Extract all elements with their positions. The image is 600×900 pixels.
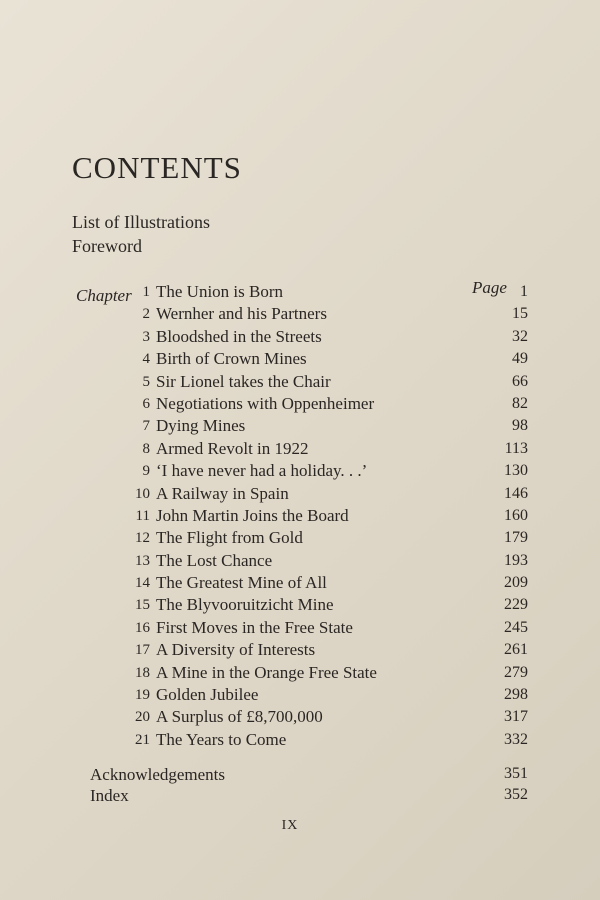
chapter-title: Sir Lionel takes the Chair xyxy=(156,371,331,391)
index-page-number: 352 xyxy=(504,786,528,803)
chapter-title: A Diversity of Interests xyxy=(156,640,316,660)
chapter-title: The Blyvooruitzicht Mine xyxy=(156,595,334,615)
chapter-row xyxy=(0,303,600,325)
chapter-title: A Mine in the Orange Free State xyxy=(156,662,377,682)
chapter-title: The Lost Chance xyxy=(156,550,273,570)
chapter-title: The Years to Come xyxy=(156,729,287,749)
chapter-row xyxy=(0,594,600,616)
chapter-number: 7 xyxy=(142,418,150,435)
chapter-title: The Greatest Mine of All xyxy=(156,573,327,593)
chapter-title: Birth of Crown Mines xyxy=(156,349,307,369)
page-label: Page xyxy=(472,278,507,297)
chapter-page-number: 193 xyxy=(504,551,528,569)
chapter-title: Bloodshed in the Streets xyxy=(156,326,322,346)
chapter-page-number: 209 xyxy=(504,574,528,592)
chapter-title: Armed Revolt in 1922 xyxy=(156,438,309,458)
chapter-number: 14 xyxy=(135,575,150,592)
chapter-row xyxy=(0,706,600,728)
chapter-title: John Martin Joins the Board xyxy=(156,505,349,525)
chapter-title: Wernher and his Partners xyxy=(156,304,327,324)
chapter-number: 11 xyxy=(135,507,150,524)
chapter-number: 20 xyxy=(135,709,150,726)
chapter-number: 16 xyxy=(135,619,150,636)
page-folio: IX xyxy=(281,818,299,833)
chapter-number: 6 xyxy=(142,395,150,412)
chapter-page-number: 15 xyxy=(512,305,528,323)
chapter-number: 19 xyxy=(135,687,150,704)
chapter-title: A Railway in Spain xyxy=(156,483,289,503)
chapter-row xyxy=(0,371,600,393)
chapter-row xyxy=(0,483,600,505)
chapter-page-number: 261 xyxy=(504,641,528,659)
chapter-row xyxy=(0,415,600,437)
acknowledgements-page-number: 351 xyxy=(504,765,528,782)
chapter-number: 15 xyxy=(135,597,150,614)
chapter-number: 21 xyxy=(135,731,150,748)
chapter-page-number: 32 xyxy=(512,327,528,345)
chapter-title: Golden Jubilee xyxy=(156,685,259,705)
chapter-page-number: 317 xyxy=(504,708,528,726)
chapter-number: 3 xyxy=(142,328,150,345)
chapter-page-number: 332 xyxy=(504,730,528,748)
page-title: CONTENTS xyxy=(72,150,242,185)
chapter-number: 13 xyxy=(135,552,150,569)
chapter-row xyxy=(0,438,600,460)
chapter-page-number: 298 xyxy=(504,686,528,704)
back-matter-acknowledgements: Acknowledgements xyxy=(90,765,226,784)
chapter-page-number: 130 xyxy=(504,462,528,480)
chapter-title: Dying Mines xyxy=(156,416,246,436)
chapter-number: 4 xyxy=(142,351,150,368)
chapter-page-number: 113 xyxy=(504,439,528,457)
chapter-row xyxy=(0,281,600,303)
chapter-title: A Surplus of £8,700,000 xyxy=(156,707,323,727)
chapter-page-number: 245 xyxy=(504,618,528,636)
chapter-row xyxy=(0,460,600,482)
chapter-page-number: 49 xyxy=(512,350,528,368)
chapter-list xyxy=(0,281,600,751)
chapter-title: The Flight from Gold xyxy=(156,528,303,548)
chapter-page-number: 98 xyxy=(512,417,528,435)
chapter-page-number: 179 xyxy=(504,529,528,547)
chapter-page-number: 146 xyxy=(504,484,528,502)
chapter-row xyxy=(0,684,600,706)
chapter-number: 18 xyxy=(135,664,150,681)
front-matter-list-of-illustrations: List of Illustrations xyxy=(72,212,210,232)
chapter-row xyxy=(0,326,600,348)
chapter-row xyxy=(0,505,600,527)
chapter-row xyxy=(0,662,600,684)
chapter-number: 9 xyxy=(142,463,150,480)
back-matter-index: Index xyxy=(90,786,129,805)
chapter-number: 17 xyxy=(135,642,150,659)
chapter-label: Chapter xyxy=(76,286,132,305)
chapter-number: 12 xyxy=(135,530,150,547)
chapter-page-number: 229 xyxy=(504,596,528,614)
chapter-number: 1 xyxy=(142,284,150,300)
chapter-row xyxy=(0,729,600,751)
chapter-number: 5 xyxy=(142,373,150,390)
chapter-page-number: 1 xyxy=(520,283,528,300)
chapter-row xyxy=(0,617,600,639)
front-matter-foreword: Foreword xyxy=(72,236,142,256)
chapter-number: 10 xyxy=(135,485,150,502)
chapter-row xyxy=(0,527,600,549)
chapter-row xyxy=(0,572,600,594)
chapter-row xyxy=(0,348,600,370)
chapter-title: ‘I have never had a holiday. . .’ xyxy=(156,461,368,481)
chapter-page-number: 279 xyxy=(504,663,528,681)
chapter-row xyxy=(0,393,600,415)
chapter-title: First Moves in the Free State xyxy=(156,617,353,637)
chapter-page-number: 66 xyxy=(512,372,528,390)
chapter-number: 2 xyxy=(142,306,150,323)
chapter-title: Negotiations with Oppenheimer xyxy=(156,393,375,413)
chapter-title: The Union is Born xyxy=(156,282,284,301)
chapter-page-number: 82 xyxy=(512,394,528,412)
chapter-number: 8 xyxy=(142,440,150,457)
chapter-row xyxy=(0,639,600,661)
chapter-row xyxy=(0,550,600,572)
chapter-page-number: 160 xyxy=(504,506,528,524)
